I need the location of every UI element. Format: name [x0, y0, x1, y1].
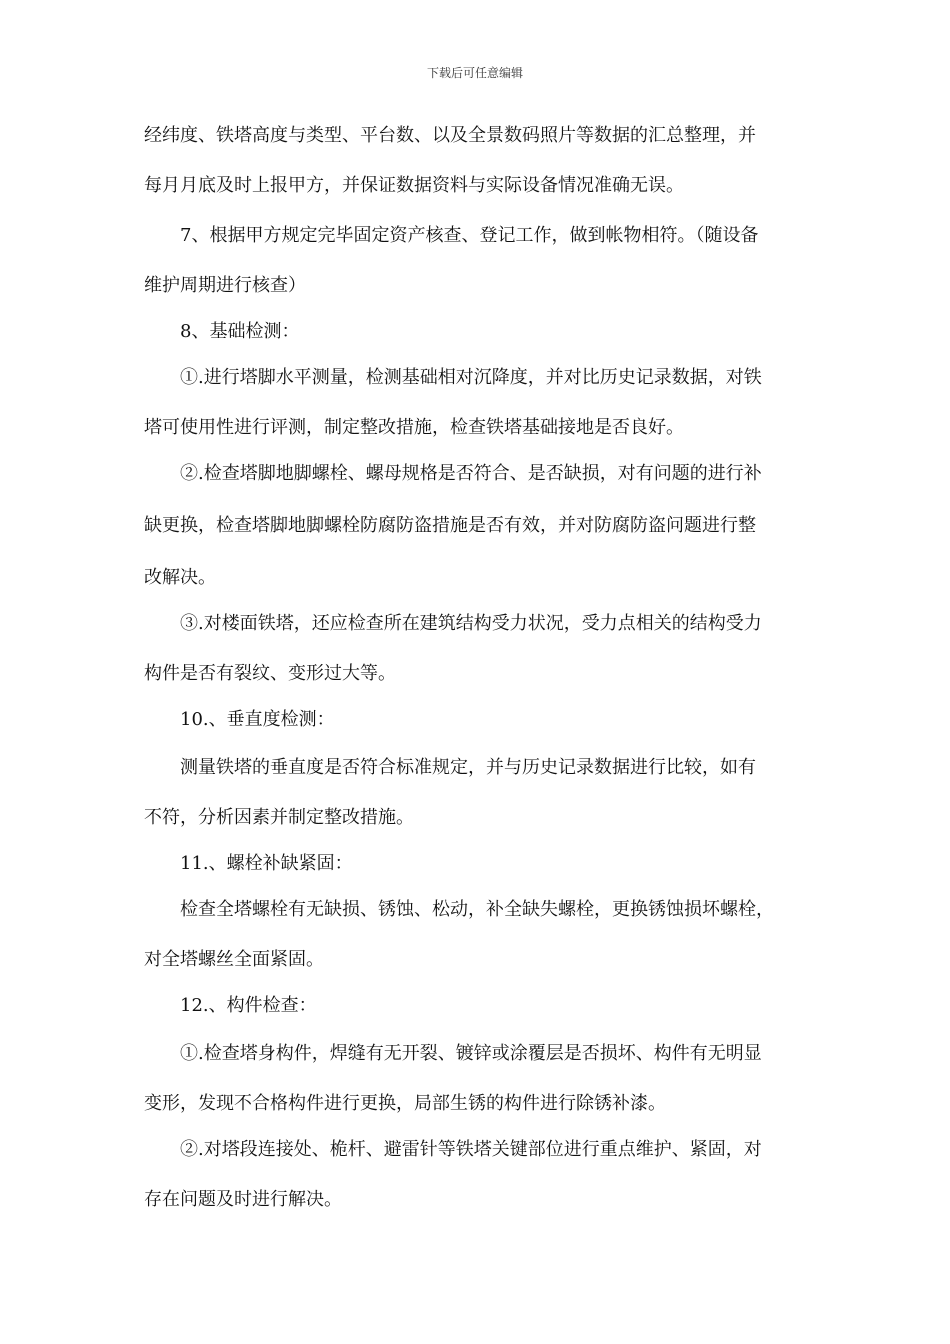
body-line: 7、根据甲方规定完毕固定资产核查、登记工作，做到帐物相符。（随设备: [180, 225, 759, 246]
body-line: ①.进行塔脚水平测量，检测基础相对沉降度，并对比历史记录数据，对铁: [180, 367, 762, 388]
page-header: 下载后可任意编辑: [426, 66, 523, 80]
body-line: ③.对楼面铁塔，还应检查所在建筑结构受力状况，受力点相关的结构受力: [180, 613, 762, 634]
section-heading: 12.、构件检查：: [180, 995, 317, 1016]
body-line: 经纬度、铁塔高度与类型、平台数、以及全景数码照片等数据的汇总整理，并: [144, 125, 756, 146]
body-line: ②.对塔段连接处、桅杆、避雷针等铁塔关键部位进行重点维护、紧固，对: [180, 1139, 762, 1160]
body-line: 维护周期进行核查）: [144, 275, 306, 296]
body-line: ①.检查塔身构件，焊缝有无开裂、镀锌或涂覆层是否损坏、构件有无明显: [180, 1043, 762, 1064]
body-line: 塔可使用性进行评测，制定整改措施，检查铁塔基础接地是否良好。: [144, 417, 684, 438]
body-line: 存在问题及时进行解决。: [144, 1189, 342, 1210]
body-line: 检查全塔螺栓有无缺损、锈蚀、松动，补全缺失螺栓，更换锈蚀损坏螺栓，: [180, 899, 774, 920]
body-line: 构件是否有裂纹、变形过大等。: [144, 663, 396, 684]
section-heading: 10.、垂直度检测：: [180, 709, 335, 730]
body-line: 测量铁塔的垂直度是否符合标准规定，并与历史记录数据进行比较，如有: [180, 757, 756, 778]
body-line: 缺更换，检查塔脚地脚螺栓防腐防盗措施是否有效，并对防腐防盗问题进行整: [144, 515, 756, 536]
body-line: 变形，发现不合格构件进行更换，局部生锈的构件进行除锈补漆。: [144, 1093, 666, 1114]
body-line: ②.检查塔脚地脚螺栓、螺母规格是否符合、是否缺损，对有问题的进行补: [180, 463, 762, 484]
section-heading: 11.、螺栓补缺紧固：: [180, 853, 353, 874]
section-heading: 8、基础检测：: [180, 321, 300, 342]
body-line: 改解决。: [144, 567, 216, 588]
body-line: 对全塔螺丝全面紧固。: [144, 949, 324, 970]
body-line: 不符，分析因素并制定整改措施。: [144, 807, 414, 828]
body-line: 每月月底及时上报甲方，并保证数据资料与实际设备情况准确无误。: [144, 175, 684, 196]
